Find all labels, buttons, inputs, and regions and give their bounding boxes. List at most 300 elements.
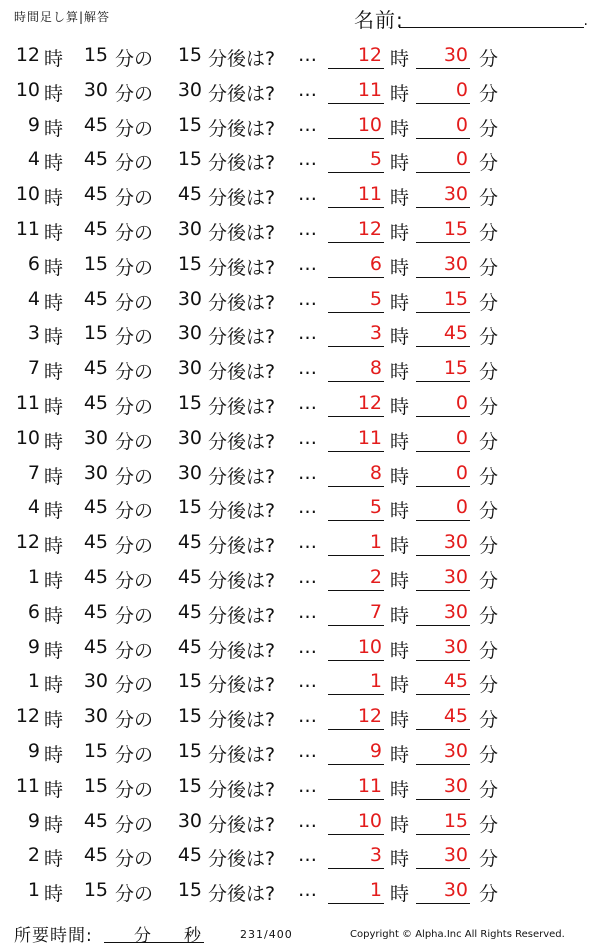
minute-of-unit: 分の <box>115 569 154 592</box>
problem-row <box>0 212 600 247</box>
answer-minute-unit: 分 <box>479 221 499 244</box>
answer-minute-unit: 分 <box>479 291 499 314</box>
answer-minute-underline <box>416 834 470 835</box>
answer-hour-unit: 時 <box>390 82 410 105</box>
answer-minute-underline <box>416 172 470 173</box>
ellipsis: … <box>298 635 317 658</box>
start-hour: 4 <box>27 496 40 519</box>
hour-unit: 時 <box>44 535 64 558</box>
hour-unit: 時 <box>44 152 64 175</box>
hour-unit: 時 <box>44 500 64 523</box>
answer-minute-underline <box>416 138 470 139</box>
start-minute: 45 <box>83 183 108 206</box>
answer-minute-unit: 分 <box>479 778 499 801</box>
answer-minute[interactable]: 0 <box>455 148 468 171</box>
start-hour: 6 <box>27 252 40 275</box>
ellipsis: … <box>298 844 317 867</box>
ellipsis: … <box>298 113 317 136</box>
minutes-later-label: 分後は? <box>208 883 276 906</box>
answer-hour-unit: 時 <box>390 848 410 871</box>
answer-minute-underline <box>416 590 470 591</box>
minutes-later-label: 分後は? <box>208 256 276 279</box>
answer-minute-unit: 分 <box>479 604 499 627</box>
added-minutes: 15 <box>177 252 202 275</box>
hour-unit: 時 <box>44 395 64 418</box>
answer-hour-underline <box>328 694 384 695</box>
problem-row <box>0 108 600 143</box>
answer-minute-underline <box>416 486 470 487</box>
problem-row <box>0 804 600 839</box>
page-number: 231/400 <box>240 928 293 941</box>
minutes-later-label: 分後は? <box>208 709 276 732</box>
start-minute: 15 <box>83 739 108 762</box>
minute-of-unit: 分の <box>115 848 154 871</box>
answer-hour[interactable]: 5 <box>369 148 382 171</box>
answer-hour-underline <box>328 172 384 173</box>
start-hour: 1 <box>27 879 40 902</box>
answer-minute-underline <box>416 277 470 278</box>
time-required-label: 所要時間: <box>14 926 93 946</box>
answer-hour[interactable]: 9 <box>369 739 382 762</box>
minute-of-unit: 分の <box>115 883 154 906</box>
minute-of-unit: 分の <box>115 326 154 349</box>
answer-hour-underline <box>328 660 384 661</box>
answer-minute[interactable]: 15 <box>443 357 468 380</box>
answer-minute-unit: 分 <box>479 361 499 384</box>
added-minutes: 15 <box>177 113 202 136</box>
answer-hour-unit: 時 <box>390 187 410 210</box>
added-minutes: 30 <box>177 357 202 380</box>
answer-minute[interactable]: 30 <box>443 531 468 554</box>
answer-hour-unit: 時 <box>390 361 410 384</box>
answer-minute-underline <box>416 346 470 347</box>
answer-minute-unit: 分 <box>479 117 499 140</box>
start-minute: 30 <box>83 426 108 449</box>
answer-minute[interactable]: 30 <box>443 844 468 867</box>
start-minute: 45 <box>83 600 108 623</box>
answer-hour-unit: 時 <box>390 395 410 418</box>
answer-minute-underline <box>416 68 470 69</box>
added-minutes: 30 <box>177 426 202 449</box>
added-minutes: 15 <box>177 739 202 762</box>
answer-hour[interactable]: 12 <box>357 217 382 240</box>
answer-hour[interactable]: 12 <box>357 391 382 414</box>
answer-minute-unit: 分 <box>479 500 499 523</box>
start-minute: 15 <box>83 322 108 345</box>
answer-minute-unit: 分 <box>479 326 499 349</box>
answer-minute[interactable]: 45 <box>443 322 468 345</box>
ellipsis: … <box>298 705 317 728</box>
minutes-later-label: 分後は? <box>208 778 276 801</box>
answer-hour-underline <box>328 138 384 139</box>
answer-minute[interactable]: 0 <box>455 113 468 136</box>
answer-minute[interactable]: 30 <box>443 635 468 658</box>
added-minutes: 30 <box>177 322 202 345</box>
answer-minute[interactable]: 30 <box>443 739 468 762</box>
ellipsis: … <box>298 496 317 519</box>
answer-minute-underline <box>416 312 470 313</box>
answer-hour[interactable]: 5 <box>369 287 382 310</box>
problem-row <box>0 351 600 386</box>
answer-minute[interactable]: 45 <box>443 670 468 693</box>
answer-hour-unit: 時 <box>390 291 410 314</box>
start-minute: 45 <box>83 357 108 380</box>
answer-hour-unit: 時 <box>390 813 410 836</box>
added-minutes: 15 <box>177 705 202 728</box>
added-minutes: 45 <box>177 600 202 623</box>
answer-minute[interactable]: 30 <box>443 774 468 797</box>
start-minute: 30 <box>83 705 108 728</box>
start-hour: 3 <box>27 322 40 345</box>
start-minute: 45 <box>83 287 108 310</box>
start-minute: 15 <box>83 252 108 275</box>
answer-hour[interactable]: 8 <box>369 461 382 484</box>
minute-of-unit: 分の <box>115 639 154 662</box>
added-minutes: 15 <box>177 44 202 66</box>
answer-hour-underline <box>328 625 384 626</box>
problem-row <box>0 247 600 282</box>
added-minutes: 30 <box>177 809 202 832</box>
start-hour: 10 <box>15 78 40 101</box>
answer-hour[interactable]: 6 <box>369 252 382 275</box>
answer-minute[interactable]: 30 <box>443 879 468 902</box>
minute-of-unit: 分の <box>115 604 154 627</box>
minutes-unit: 分 <box>134 926 152 946</box>
hour-unit: 時 <box>44 361 64 384</box>
problem-list <box>0 38 600 908</box>
minute-of-unit: 分の <box>115 291 154 314</box>
start-hour: 6 <box>27 600 40 623</box>
minutes-later-label: 分後は? <box>208 604 276 627</box>
problem-row <box>0 873 600 908</box>
answer-hour-underline <box>328 903 384 904</box>
start-minute: 45 <box>83 391 108 414</box>
answer-minute-underline <box>416 103 470 104</box>
hour-unit: 時 <box>44 883 64 906</box>
added-minutes: 30 <box>177 287 202 310</box>
answer-minute-underline <box>416 729 470 730</box>
answer-minute-unit: 分 <box>479 48 499 70</box>
problem-row <box>0 560 600 595</box>
minute-of-unit: 分の <box>115 778 154 801</box>
minutes-later-label: 分後は? <box>208 569 276 592</box>
answer-hour[interactable]: 12 <box>357 44 382 66</box>
minute-of-unit: 分の <box>115 465 154 488</box>
start-minute: 45 <box>83 148 108 171</box>
answer-hour-underline <box>328 590 384 591</box>
answer-hour[interactable]: 8 <box>369 357 382 380</box>
hour-unit: 時 <box>44 326 64 349</box>
answer-minute[interactable]: 0 <box>455 461 468 484</box>
ellipsis: … <box>298 322 317 345</box>
problem-row <box>0 699 600 734</box>
hour-unit: 時 <box>44 430 64 453</box>
minute-of-unit: 分の <box>115 361 154 384</box>
answer-minute[interactable]: 15 <box>443 287 468 310</box>
answer-minute-unit: 分 <box>479 639 499 662</box>
answer-hour-underline <box>328 834 384 835</box>
hour-unit: 時 <box>44 604 64 627</box>
hour-unit: 時 <box>44 465 64 488</box>
answer-minute-underline <box>416 694 470 695</box>
added-minutes: 45 <box>177 565 202 588</box>
start-hour: 2 <box>27 844 40 867</box>
start-hour: 12 <box>15 705 40 728</box>
ellipsis: … <box>298 879 317 902</box>
start-minute: 45 <box>83 635 108 658</box>
minute-of-unit: 分の <box>115 256 154 279</box>
minutes-later-label: 分後は? <box>208 813 276 836</box>
answer-hour[interactable]: 2 <box>369 565 382 588</box>
minute-of-unit: 分の <box>115 187 154 210</box>
problem-row <box>0 421 600 456</box>
ellipsis: … <box>298 670 317 693</box>
answer-hour-unit: 時 <box>390 117 410 140</box>
answer-hour[interactable]: 10 <box>357 809 382 832</box>
answer-hour[interactable]: 11 <box>357 183 382 206</box>
answer-minute[interactable]: 0 <box>455 78 468 101</box>
answer-hour[interactable]: 3 <box>369 322 382 345</box>
start-minute: 15 <box>83 44 108 66</box>
start-hour: 9 <box>27 809 40 832</box>
answer-hour-underline <box>328 729 384 730</box>
minute-of-unit: 分の <box>115 535 154 558</box>
minutes-later-label: 分後は? <box>208 465 276 488</box>
worksheet-title: 時間足し算|解答 <box>14 10 111 24</box>
start-hour: 11 <box>15 391 40 414</box>
minute-of-unit: 分の <box>115 117 154 140</box>
start-minute: 15 <box>83 774 108 797</box>
start-hour: 11 <box>15 217 40 240</box>
answer-minute-underline <box>416 451 470 452</box>
answer-hour[interactable]: 5 <box>369 496 382 519</box>
answer-hour[interactable]: 1 <box>369 531 382 554</box>
answer-minute-underline <box>416 555 470 556</box>
answer-minute[interactable]: 30 <box>443 44 468 66</box>
minutes-later-label: 分後は? <box>208 639 276 662</box>
minutes-later-label: 分後は? <box>208 500 276 523</box>
answer-minute[interactable]: 30 <box>443 565 468 588</box>
start-hour: 12 <box>15 531 40 554</box>
answer-minute-unit: 分 <box>479 256 499 279</box>
minutes-later-label: 分後は? <box>208 187 276 210</box>
answer-hour-underline <box>328 381 384 382</box>
answer-minute-underline <box>416 520 470 521</box>
problem-row <box>0 386 600 421</box>
answer-minute[interactable]: 30 <box>443 600 468 623</box>
answer-minute-unit: 分 <box>479 395 499 418</box>
answer-hour-underline <box>328 68 384 69</box>
answer-hour-unit: 時 <box>390 500 410 523</box>
answer-minute-unit: 分 <box>479 813 499 836</box>
answer-minute[interactable]: 30 <box>443 252 468 275</box>
problem-row <box>0 734 600 769</box>
minute-of-unit: 分の <box>115 152 154 175</box>
start-minute: 45 <box>83 496 108 519</box>
answer-hour-unit: 時 <box>390 743 410 766</box>
ellipsis: … <box>298 44 317 66</box>
added-minutes: 15 <box>177 774 202 797</box>
minute-of-unit: 分の <box>115 743 154 766</box>
problem-row <box>0 595 600 630</box>
start-minute: 45 <box>83 217 108 240</box>
time-required-underline[interactable] <box>104 942 204 943</box>
answer-minute[interactable]: 0 <box>455 496 468 519</box>
answer-minute-unit: 分 <box>479 709 499 732</box>
answer-hour[interactable]: 11 <box>357 78 382 101</box>
hour-unit: 時 <box>44 778 64 801</box>
start-minute: 30 <box>83 461 108 484</box>
hour-unit: 時 <box>44 187 64 210</box>
minutes-later-label: 分後は? <box>208 361 276 384</box>
answer-minute[interactable]: 15 <box>443 217 468 240</box>
problem-row <box>0 142 600 177</box>
name-dot: . <box>583 13 588 29</box>
hour-unit: 時 <box>44 221 64 244</box>
hour-unit: 時 <box>44 848 64 871</box>
minute-of-unit: 分の <box>115 674 154 697</box>
ellipsis: … <box>298 357 317 380</box>
answer-minute[interactable]: 0 <box>455 426 468 449</box>
minutes-later-label: 分後は? <box>208 221 276 244</box>
minute-of-unit: 分の <box>115 221 154 244</box>
answer-hour-underline <box>328 312 384 313</box>
minutes-later-label: 分後は? <box>208 848 276 871</box>
ellipsis: … <box>298 600 317 623</box>
answer-minute[interactable]: 30 <box>443 183 468 206</box>
answer-minute-underline <box>416 799 470 800</box>
answer-hour-underline <box>328 416 384 417</box>
added-minutes: 30 <box>177 78 202 101</box>
answer-minute-unit: 分 <box>479 883 499 906</box>
answer-hour[interactable]: 12 <box>357 705 382 728</box>
answer-hour-unit: 時 <box>390 778 410 801</box>
answer-minute-underline <box>416 868 470 869</box>
answer-hour[interactable]: 3 <box>369 844 382 867</box>
ellipsis: … <box>298 217 317 240</box>
start-minute: 30 <box>83 670 108 693</box>
answer-hour-unit: 時 <box>390 535 410 558</box>
answer-minute-unit: 分 <box>479 82 499 105</box>
answer-hour-underline <box>328 207 384 208</box>
minutes-later-label: 分後は? <box>208 326 276 349</box>
copyright-notice: Copyright © Alpha.Inc All Rights Reserved. <box>350 929 565 940</box>
problem-row <box>0 282 600 317</box>
hour-unit: 時 <box>44 82 64 105</box>
problem-row <box>0 177 600 212</box>
added-minutes: 30 <box>177 217 202 240</box>
answer-hour-unit: 時 <box>390 604 410 627</box>
answer-hour-unit: 時 <box>390 430 410 453</box>
answer-minute[interactable]: 15 <box>443 809 468 832</box>
minutes-later-label: 分後は? <box>208 430 276 453</box>
problem-row <box>0 630 600 665</box>
problem-row <box>0 456 600 491</box>
answer-minute-underline <box>416 416 470 417</box>
start-hour: 9 <box>27 739 40 762</box>
problem-row <box>0 664 600 699</box>
ellipsis: … <box>298 391 317 414</box>
added-minutes: 45 <box>177 531 202 554</box>
start-hour: 12 <box>15 44 40 66</box>
ellipsis: … <box>298 809 317 832</box>
answer-minute[interactable]: 0 <box>455 391 468 414</box>
answer-hour-unit: 時 <box>390 256 410 279</box>
minutes-later-label: 分後は? <box>208 535 276 558</box>
added-minutes: 30 <box>177 461 202 484</box>
minutes-later-label: 分後は? <box>208 48 276 70</box>
problem-row <box>0 73 600 108</box>
minute-of-unit: 分の <box>115 813 154 836</box>
answer-hour-underline <box>328 799 384 800</box>
hour-unit: 時 <box>44 674 64 697</box>
problem-row <box>0 838 600 873</box>
ellipsis: … <box>298 78 317 101</box>
answer-minute[interactable]: 45 <box>443 705 468 728</box>
answer-hour-unit: 時 <box>390 883 410 906</box>
name-field[interactable] <box>354 4 590 30</box>
answer-minute-underline <box>416 660 470 661</box>
hour-unit: 時 <box>44 48 64 70</box>
start-minute: 45 <box>83 809 108 832</box>
answer-minute-unit: 分 <box>479 674 499 697</box>
answer-hour[interactable]: 10 <box>357 635 382 658</box>
start-minute: 15 <box>83 879 108 902</box>
answer-hour[interactable]: 11 <box>357 426 382 449</box>
answer-hour-unit: 時 <box>390 569 410 592</box>
answer-minute-unit: 分 <box>479 569 499 592</box>
answer-hour[interactable]: 1 <box>369 670 382 693</box>
answer-minute-underline <box>416 242 470 243</box>
name-underline <box>399 27 584 28</box>
answer-hour-underline <box>328 103 384 104</box>
ellipsis: … <box>298 774 317 797</box>
minutes-later-label: 分後は? <box>208 743 276 766</box>
minute-of-unit: 分の <box>115 48 154 70</box>
added-minutes: 15 <box>177 391 202 414</box>
answer-hour-underline <box>328 346 384 347</box>
start-hour: 4 <box>27 148 40 171</box>
start-minute: 45 <box>83 565 108 588</box>
answer-minute-underline <box>416 764 470 765</box>
ellipsis: … <box>298 565 317 588</box>
answer-hour[interactable]: 1 <box>369 879 382 902</box>
answer-hour-underline <box>328 242 384 243</box>
hour-unit: 時 <box>44 813 64 836</box>
answer-hour-underline <box>328 451 384 452</box>
answer-hour[interactable]: 10 <box>357 113 382 136</box>
answer-minute-underline <box>416 625 470 626</box>
problem-row <box>0 525 600 560</box>
answer-minute-unit: 分 <box>479 743 499 766</box>
start-hour: 4 <box>27 287 40 310</box>
minutes-later-label: 分後は? <box>208 82 276 105</box>
start-hour: 10 <box>15 426 40 449</box>
ellipsis: … <box>298 739 317 762</box>
answer-hour[interactable]: 11 <box>357 774 382 797</box>
answer-hour[interactable]: 7 <box>369 600 382 623</box>
answer-hour-underline <box>328 764 384 765</box>
start-hour: 11 <box>15 774 40 797</box>
added-minutes: 15 <box>177 879 202 902</box>
answer-hour-unit: 時 <box>390 221 410 244</box>
answer-hour-unit: 時 <box>390 639 410 662</box>
answer-hour-underline <box>328 555 384 556</box>
answer-hour-unit: 時 <box>390 152 410 175</box>
answer-hour-unit: 時 <box>390 48 410 70</box>
answer-hour-underline <box>328 868 384 869</box>
added-minutes: 45 <box>177 635 202 658</box>
